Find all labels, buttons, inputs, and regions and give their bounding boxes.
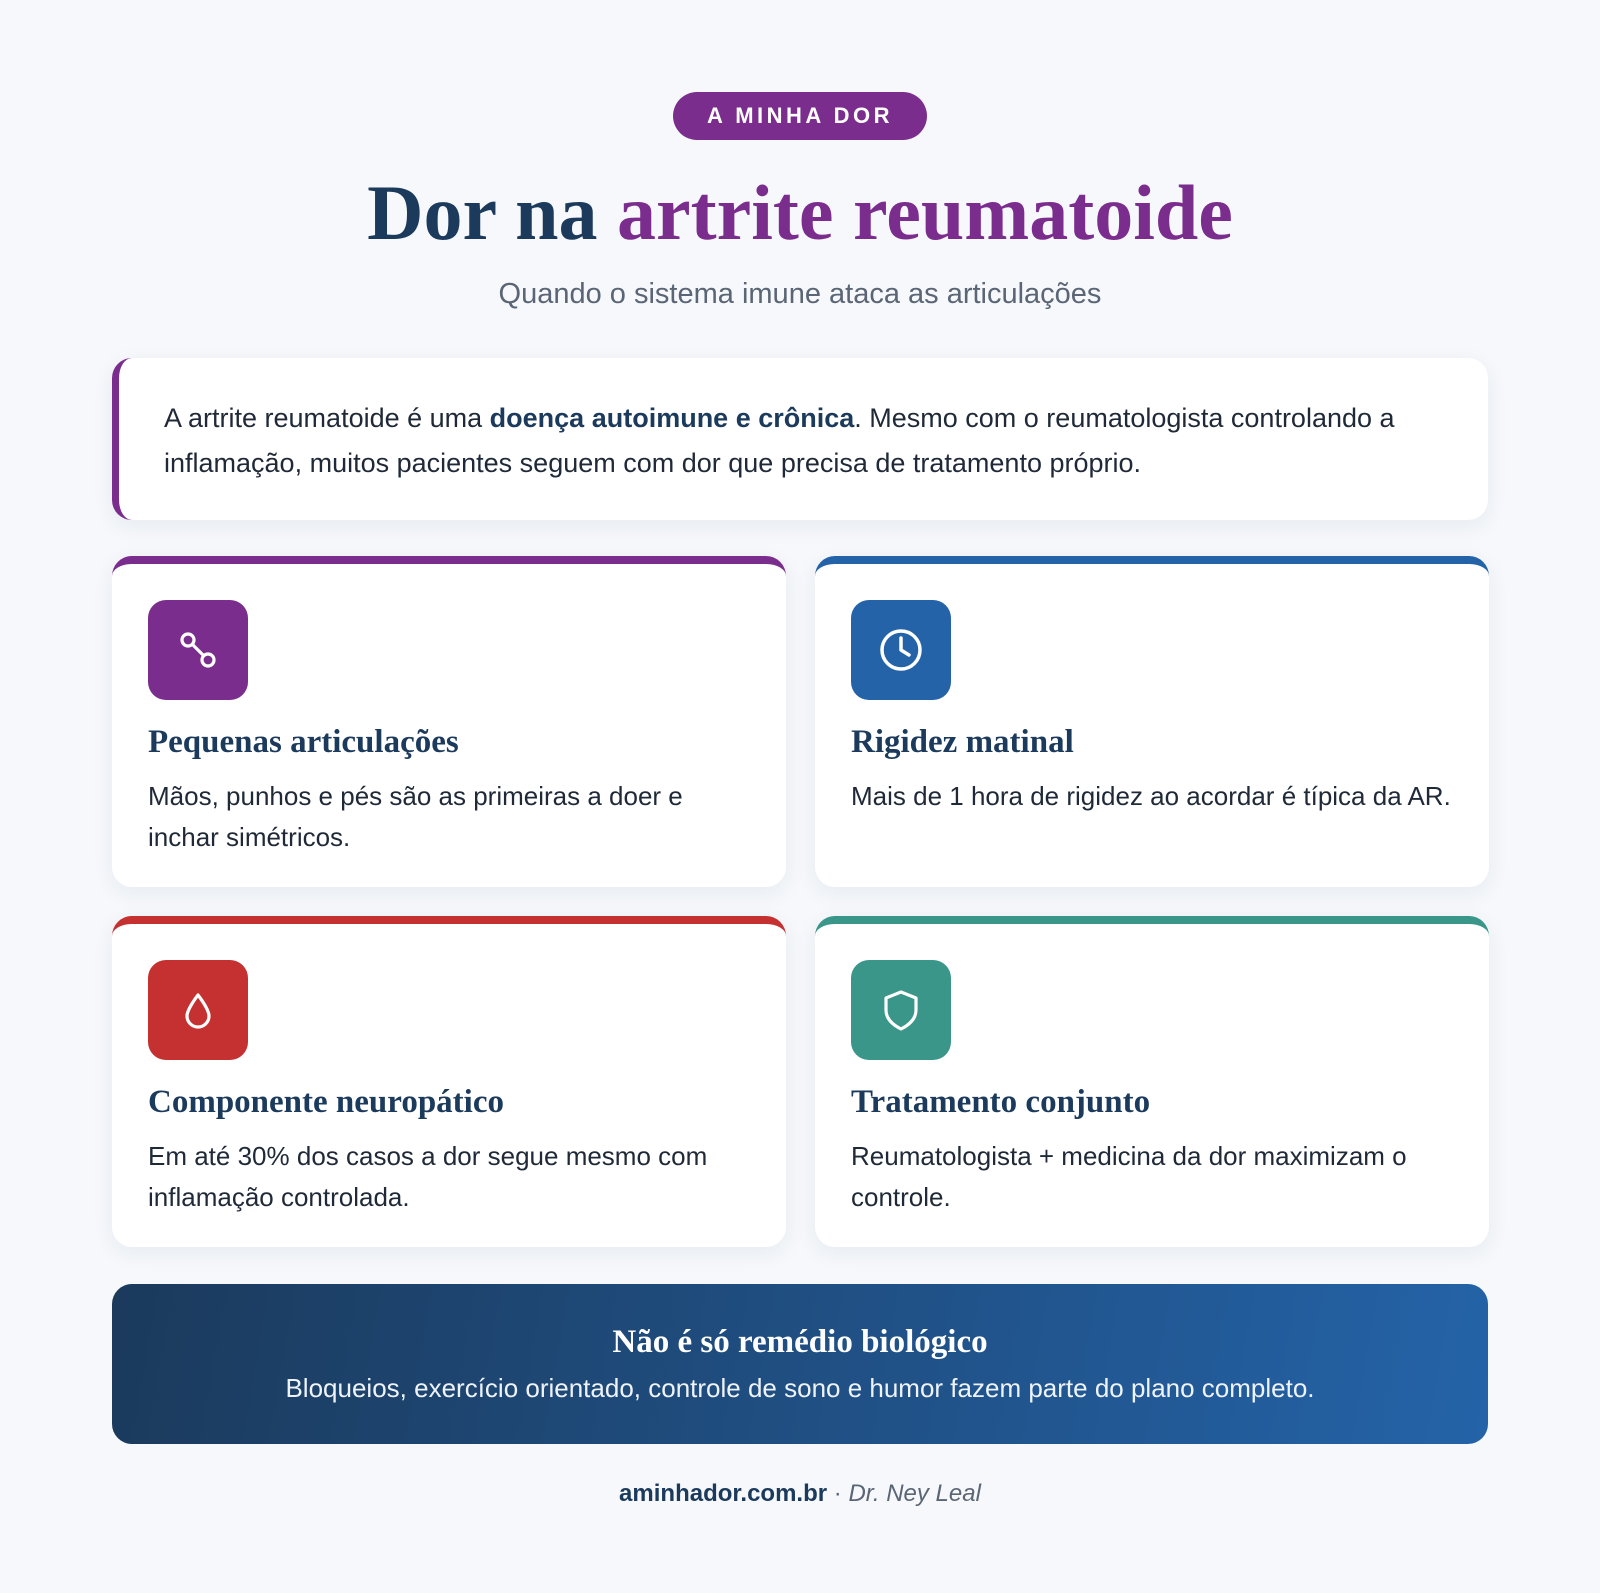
intro-text-before: A artrite reumatoide é uma [164,403,490,433]
author-name: Dr. Ney Leal [848,1480,981,1507]
card-text: Reumatologista + medicina da dor maximizam o controle. [851,1141,1407,1212]
card-pequenas-articulacoes [112,556,786,887]
card-rigidez-matinal [815,556,1489,887]
card-title: Pequenas articulações [148,724,459,760]
page-title [0,165,1600,261]
card-text: Mais de 1 hora de rigidez ao acordar é típica da AR. [851,781,1451,811]
footer-credit [0,1477,1600,1511]
joint-link-icon [148,600,248,700]
site-link[interactable]: aminhador.com.br [619,1480,828,1507]
intro-callout [112,358,1488,520]
card-title: Componente neuropático [148,1084,504,1120]
clock-icon [851,600,951,700]
card-title: Rigidez matinal [851,724,1074,760]
title-accent: artrite reumatoide [617,169,1233,256]
intro-text-after: . Mesmo com o reumatologista controlando a inflamação, muitos pacientes seguem com dor que precisa de tratamento próprio. [164,403,1395,478]
summary-banner [112,1284,1488,1444]
category-badge: A MINHA DOR [673,92,927,140]
banner-title: Não é só remédio biológico [612,1324,988,1360]
card-text: Mãos, punhos e pés são as primeiras a doer e inchar simétricos. [148,781,683,852]
banner-text: Bloqueios, exercício orientado, controle de sono e humor fazem parte do plano completo. [285,1373,1315,1403]
card-tratamento-conjunto [815,916,1489,1247]
card-text: Em até 30% dos casos a dor segue mesmo com inflamação controlada. [148,1141,708,1212]
card-title: Tratamento conjunto [851,1084,1151,1120]
intro-text-bold: doença autoimune e crônica [489,403,855,433]
card-componente-neuropatico [112,916,786,1247]
droplet-icon [148,960,248,1060]
shield-icon [851,960,951,1060]
footer-separator: · [833,1480,842,1507]
title-part: Dor na [367,169,618,256]
page-subtitle: Quando o sistema imune ataca as articulações [498,278,1102,310]
